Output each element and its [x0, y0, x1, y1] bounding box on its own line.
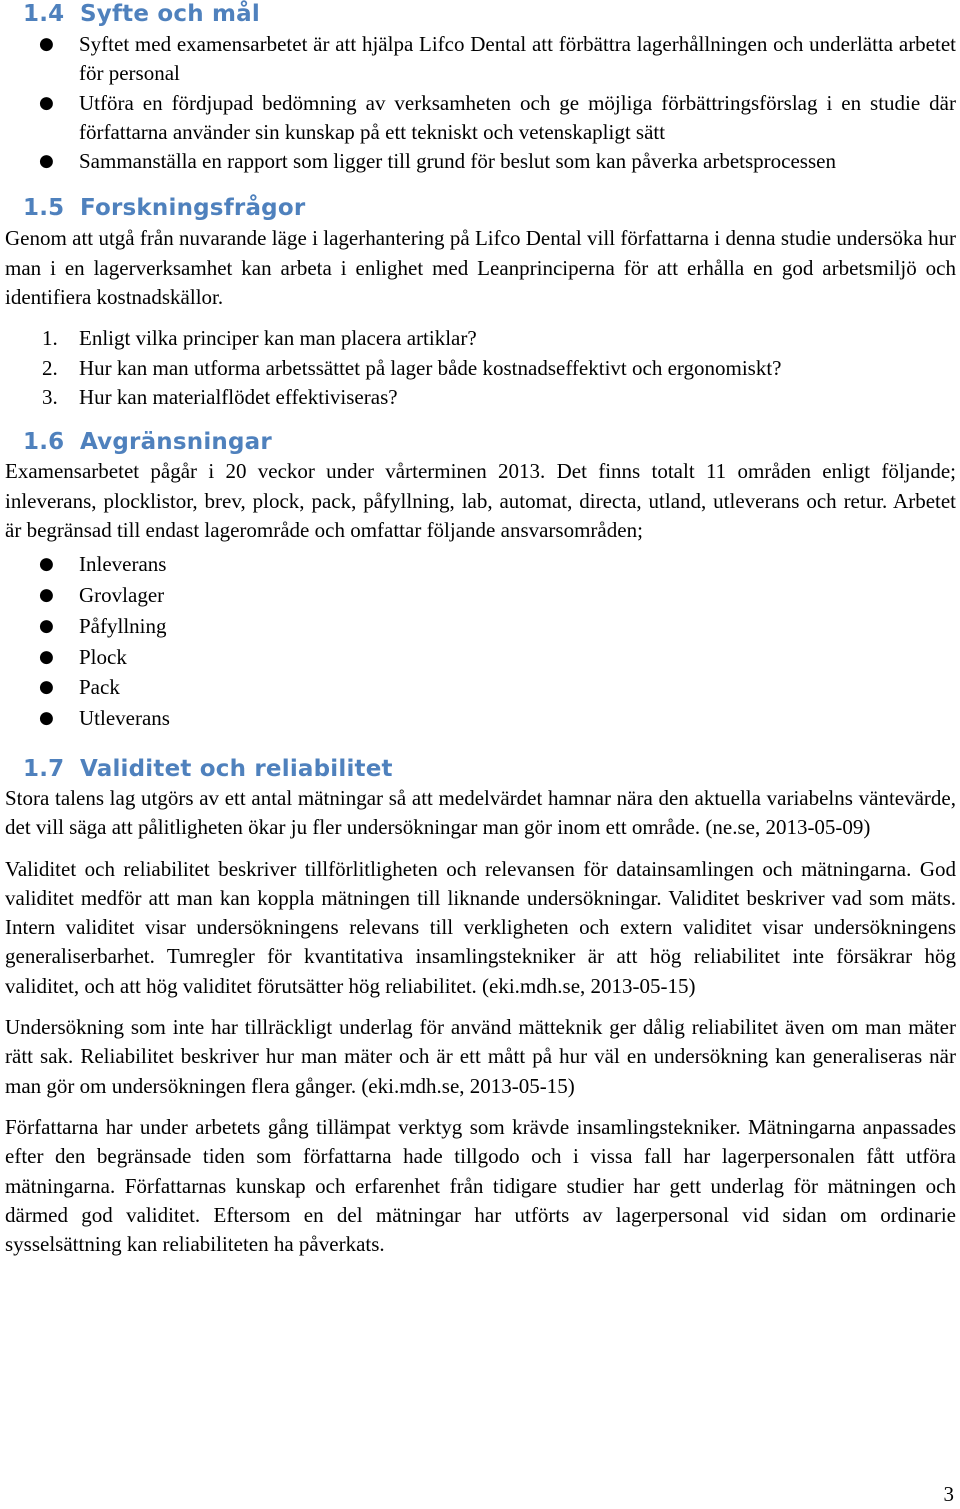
- delimitations-intro: Examensarbetet pågår i 20 veckor under vårterminen 2013. Det finns totalt 11 områden enligt följande; inleverans, plocklistor, brev, plock, pack, påfyllning, lab, automat, directa, utland, utleverans och retur. Arbetet är begränsad till endast lagerområde och omfattar följande ansvarsområden;: [5, 459, 956, 542]
- list-item: 1. Enligt vilka principer kan man placera artiklar?: [5, 324, 956, 353]
- list-item: ● Grovlager: [5, 580, 956, 611]
- section-number: 1.6: [23, 429, 65, 456]
- section-heading-1-7: [5, 755, 956, 783]
- bullet-icon: ●: [39, 34, 54, 54]
- research-intro: Genom att utgå från nuvarande läge i lagerhantering på Lifco Dental vill författarna i denna studie undersöka hur man i en lagerverksamhet kan arbeta i enlighet med Leanprinciperna för att erhålla en god arbetsmiljö och identifiera kostnadskällor.: [5, 226, 956, 310]
- paragraph: Författarna har under arbetets gång tillämpat verktyg som krävde insamlingstekniker. Mätningarna anpassades efter den begränsade tiden som författarna hade tillgodo och i vissa fall har lagerpersonalen fått utföra mätningarna. Författarnas kunskap och erfarenhet från tidigare studier har gett underlag för mätningen och därmed god validitet. Eftersom en del mätningar har utförts av lagerpersonal vid sidan om ordinarie sysselsättning kan reliabiliteten ha påverkats.: [5, 1114, 956, 1257]
- question-number: 2.: [42, 355, 58, 380]
- list-item: ● Inleverans: [5, 549, 956, 580]
- list-item: ● Utleverans: [5, 703, 956, 734]
- section-title: Forskningsfrågor: [80, 195, 306, 222]
- section-number: 1.4: [23, 1, 65, 27]
- question-number: 1.: [42, 326, 58, 351]
- section-heading-1-4: [5, 0, 956, 28]
- bullet-icon: ●: [39, 677, 54, 698]
- bullet-icon: ●: [39, 646, 54, 667]
- bullet-icon: ●: [39, 708, 54, 729]
- section-heading-1-6: [5, 428, 956, 456]
- list-item: 2. Hur kan man utforma arbetssättet på lager både kostnadseffektivt och ergonomiskt?: [5, 354, 956, 383]
- list-item: ● Utföra en fördjupad bedömning av verksamheten och ge möjliga förbättringsförslag i en studie där författarna använder sin kunskap på ett tekniskt och vetenskapligt sätt: [39, 90, 956, 144]
- section-title: Syfte och mål: [80, 1, 260, 27]
- paragraph: Validitet och reliabilitet beskriver tillförlitligheten och relevansen för datainsamlingen och mätningarna. God validitet medför att man kan koppla mätningen till liknande undersökningar. Validitet beskriver vad som mäts. Intern validitet visar undersökningens relevans till verkligheten och extern validitet visar undersökningens generaliserbarhet. Tumregler för kvantitativa insamlingstekniker är att hög reliabilitet inte försäkrar hög validitet, och att hög validitet förutsätter hög reliabilitet. (eki.mdh.se, 2013-05-15): [5, 856, 956, 998]
- bullet-icon: ●: [39, 92, 54, 113]
- section-title: Avgränsningar: [80, 429, 272, 456]
- list-item: ● Pack: [5, 672, 956, 703]
- bullet-icon: ●: [39, 615, 54, 636]
- page-number: 3: [943, 1482, 954, 1506]
- document-page: [5, 0, 956, 1259]
- paragraph: Stora talens lag utgörs av ett antal mätningar så att medelvärdet hamnar nära den aktuella variabelns väntevärde, det vill säga att pålitligheten ökar ju fler undersökningar man gör inom ett område. (ne.se, 2013-05-09): [5, 785, 956, 840]
- question-number: 3.: [42, 384, 58, 409]
- bullet-icon: ●: [39, 151, 54, 172]
- purpose-list: [5, 30, 956, 176]
- list-item: ● Påfyllning: [5, 611, 956, 642]
- section-number: 1.7: [23, 755, 65, 782]
- list-item: 3. Hur kan materialflödet effektiviseras?: [5, 383, 956, 412]
- list-item: ● Plock: [5, 642, 956, 673]
- bullet-icon: ●: [39, 584, 54, 605]
- list-item: ● Syftet med examensarbetet är att hjälpa Lifco Dental att förbättra lagerhållningen och underlätta arbetet för personal: [39, 32, 956, 86]
- research-questions: [5, 324, 956, 412]
- bullet-icon: ●: [39, 554, 54, 575]
- responsibility-areas: [5, 549, 956, 734]
- list-item: ● Sammanställa en rapport som ligger till grund för beslut som kan påverka arbetsprocessen: [5, 147, 956, 176]
- section-heading-1-5: [5, 194, 956, 222]
- section-number: 1.5: [23, 195, 65, 222]
- section-title: Validitet och reliabilitet: [80, 755, 393, 782]
- paragraph: Undersökning som inte har tillräckligt underlag för använd mätteknik ger dålig reliabilitet även om man mäter rätt sak. Reliabilitet beskriver hur man mäter och är ett mått på hur väl en undersökning kan generaliseras när man gör om undersökningen flera gånger. (eki.mdh.se, 2013-05-15): [5, 1015, 956, 1098]
